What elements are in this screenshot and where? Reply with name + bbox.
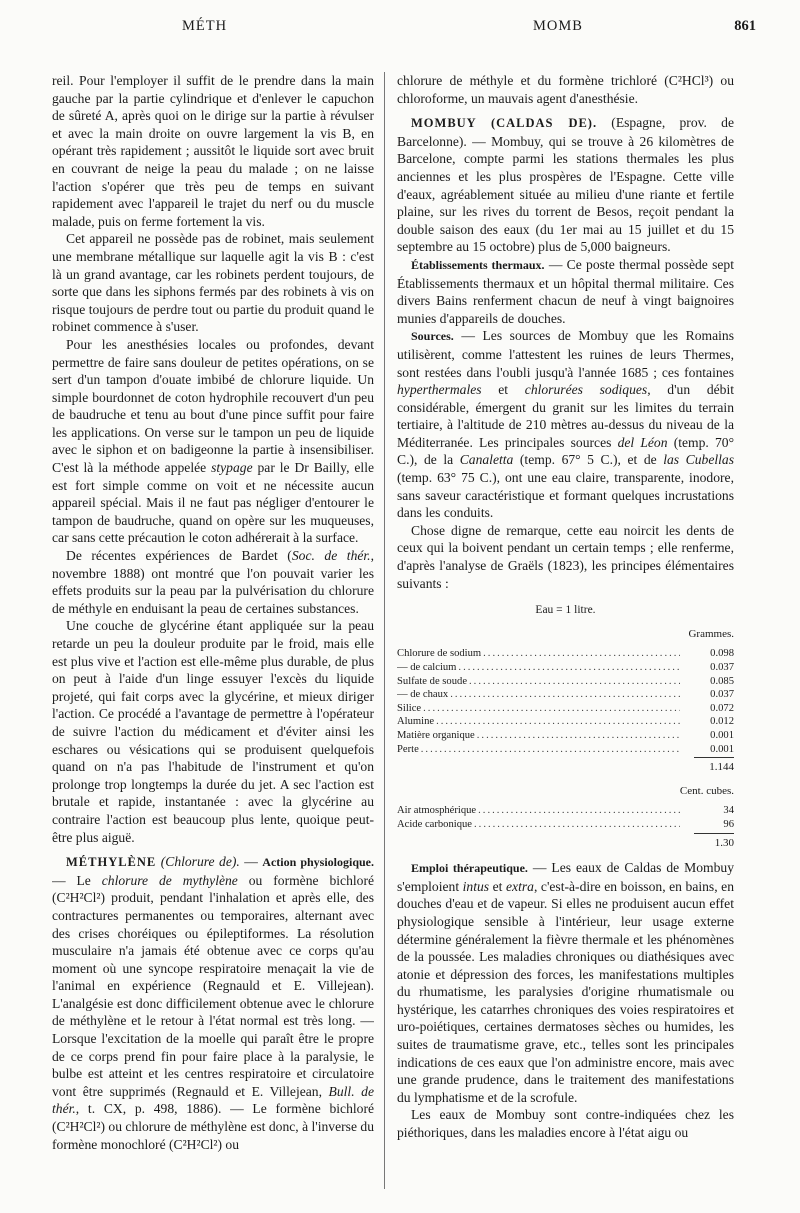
row-value: 0.085 [710, 675, 734, 687]
table-caption: Eau = 1 litre. [535, 604, 596, 617]
row-value: 34 [723, 805, 734, 817]
table-row [397, 729, 734, 743]
entry-subtitle: (CALDAS DE). [490, 116, 598, 131]
text-run: (temp. 67° 5 C.), et de [513, 452, 664, 468]
text-run: et [481, 382, 525, 398]
mineral-table [397, 647, 734, 756]
row-label: — de chaux ..... [397, 688, 680, 702]
table-row [397, 675, 734, 689]
paragraph: Une couche de glycérine étant appliquée sur la peau retarde un peu la douleur produite par le froid, mais elle est plus vive et l'action est elle-même plus durable, de plus on peut à l'aide d'un linge essuyer l'excès du liquide projeté, qui fait corps avec la glycérine, et mieux diriger l'action. Ce procédé a l'avantage de permettre à l'opérateur de suivre l'action du médicament et d'éviter ainsi les eschares ou vésications qui se produisent quelquefois quand on n'a pas l'habitude de l'instrument et qu'on prolonge trop longtemps la durée du jet. A sec l'action est brutale et rapide, instantanée : avec la glycérine au contraire l'action est beaucoup plus lente, quoique peut-être plus aiguë. [52, 618, 374, 845]
text-run: , t. CX, p. 498, 1886). — Le formène bichloré (C²H²Cl²) ou chlorure de méthylène est donc, à l'inverse du formène monochloré (C²H²Cl²) ou [52, 1101, 374, 1152]
text-run: Pour les anesthésies locales ou profondes, devant permettre de faire sans douleur de petites opérations, on se sert d'un tampon d'ouate imbibé de chlorure liquide. Un simple bourdonnet de coton hydrophile recouvert d'un peu de baudruche et tenu au bout d'une pince suffit pour faire les applications. On verse sur le tampon un peu de liquide avec le siphon et on badigeonne la partie à insensibiliser. C'est là la méthode appelée [52, 336, 374, 476]
text-run: De récentes expériences de Bardet ( [66, 548, 292, 564]
gas-table [397, 804, 734, 831]
row-value: 0.012 [710, 716, 734, 728]
row-label: Acide carbonique ..... [397, 818, 680, 832]
total-value: 1.30 [694, 833, 734, 853]
italic-term: chlorure de mythylène [101, 872, 238, 888]
italic-term: extra [506, 878, 534, 894]
text-run: — Ce poste thermal possède sept Établissements thermaux et un hôpital thermal militaire. Ces divers Bains renferment chacun de neuf à vingt baignoires munies d'appareils de douches. [397, 256, 734, 326]
paragraph: reil. Pour l'employer il suffit de le prendre dans la main gauche par la partie cylindrique et d'enlever le capuchon de sûreté A, après quoi on le dirige sur la partie à révulser et avec la main droite on ouvre largement la vis B, en opérant très rapidement ; aussitôt le liquide sort avec bruit en couvrant de neige la peau du malade ; on ne laisse l'action s'opérer que très peu de temps en suivant rapidement avec l'appareil le trajet du nerf ou du muscle malade, puis on ferme fortement la vis. [52, 73, 374, 229]
page-number: 861 [734, 18, 756, 34]
citation: Bull. de thér. [52, 1083, 374, 1117]
row-value: 96 [723, 818, 734, 830]
paragraph [397, 859, 734, 1106]
text-run: ou formène bichloré (C²H²Cl²) produit, pendant l'inhalation et après elle, des contractures permanentes ou temporaires, alternant avec des crises choréiques ou épileptiformes. La résolution musculaire n'a jamais été obtenue avec ce corps qu'au moment où une syncope respiratoire menaçait la vie de l'animal en expérience (Regnauld et E. Villejean). L'analgésie est donc difficilement obtenue avec le chlorure de méthylène et le retour à l'état normal est très long. — Lorsque l'excitation de la moelle qui paraît être le propre de ce corps prend fin pour faire place à la paralysie, le bulbe est atteint et les centres respiratoire et circulatoire vont être supprimés (Regnauld et E. Villejean, [52, 872, 374, 1099]
table-row [397, 743, 734, 757]
italic-term: intus [462, 878, 490, 894]
table-total [397, 833, 734, 853]
table-unit: Cent. cubes. [679, 784, 734, 797]
row-value: 0.037 [710, 662, 734, 673]
row-label: Chlorure de sodium ..... [397, 647, 680, 661]
text-run: , d'un débit considérable, émergent du granit sur les limites du terrain tertiaire, à l'altitude de 210 mètres au-dessus du niveau de la Méditerranée. Les principales sources [397, 382, 734, 450]
paragraph: chlorure de méthyle et du formène trichloré (C²HCl³) ou chloroforme, un mauvais agent d'anesthésie. [397, 73, 734, 106]
paragraph [52, 547, 374, 617]
table-unit: Grammes. [688, 627, 734, 640]
citation: Soc. de thér. [291, 548, 371, 564]
text-run: — Les sources de Mombuy que les Romains utilisèrent, comme l'attestent les ruines de leurs Thermes, sont restées dans l'oubli jusqu'à l'année 1685 ; ces fontaines [397, 328, 734, 380]
italic-term: las Cubellas [663, 452, 734, 468]
row-label: Matière organique ..... [397, 729, 680, 743]
entry-mombuy [397, 114, 734, 256]
entry-headword: MÉTHYLÈNE [66, 855, 157, 870]
paragraph [52, 336, 374, 547]
table-total [397, 757, 734, 777]
entry-subtitle: (Chlorure de). [160, 854, 240, 870]
table-row [397, 661, 734, 675]
paragraph [397, 256, 734, 327]
paragraph: Chose digne de remarque, cette eau noircit les dents de ceux qui la boivent pendant un certain temps ; elle renferme, d'après l'analyse de Graëls (1823), les principes élémentaires suivants : [397, 522, 734, 591]
row-label: Sulfate de soude ..... [397, 675, 680, 689]
section-head: Établissements thermaux. [411, 257, 545, 272]
text-run: et [489, 878, 507, 894]
row-label: Air atmosphérique ..... [397, 804, 680, 818]
text-run: (temp. 70° C.), de la [397, 434, 734, 468]
running-head-center: MOMB [533, 18, 583, 34]
section-head: Action physiologique. [262, 855, 374, 870]
mineral-rows [397, 647, 734, 756]
paragraph: Cet appareil ne possède pas de robinet, mais seulement une membrane métallique sur laquelle agit la vis B : c'est là un grand avantage, car les robinets perdent toujours, de sorte que dans les siphons fermés par des robinets à vis on risque toujours de perdre tout ou partie du produit quand le robinet commence à s'user. [52, 231, 374, 335]
row-label: Alumine ..... [397, 715, 680, 729]
column-divider [384, 72, 385, 1189]
paragraph [397, 327, 734, 522]
entry-methylene: MÉTHYLÈNE (Chlorure de). — Action physiologique. — Le chlorure de mythylène ou formène bichloré (C²H²Cl²) produit, pendant l'inhalation et après elle, des contractures permanentes ou temporaires, alternant avec des crises choréiques ou épileptiformes. La résolution musculaire n'a jamais été obtenue avec ce corps qu'au moment où une syncope respiratoire menaçait la vie de l'animal en expérience (Regnauld et E. Villejean). L'analgésie est donc difficilement obtenue avec le chlorure de méthylène et le retour à l'état normal est très long. — Lorsque l'excitation de la moelle qui paraît être le propre de ce corps prend fin pour faire place à la paralysie, le bulbe est atteint et les centres respiratoire et circulatoire vont être supprimés (Regnauld et E. Villejean, Bull. de thér., t. CX, p. 498, 1886). — Le formène bichloré (C²H²Cl²) ou chlorure de méthylène est donc, à l'inverse du formène monochloré (C²H²Cl²) ou [52, 854, 374, 1152]
right-column [397, 72, 734, 1189]
text-run: (temp. 63° 75 C.), ont une eau claire, transparente, inodore, sans saveur caractéristique et formant quelques incrustations dans les conduits. [397, 470, 734, 521]
table-row [397, 715, 734, 729]
table-row [397, 702, 734, 716]
italic-term: stypage [211, 460, 253, 476]
row-value: 0.037 [710, 689, 734, 701]
italic-term: chlorurées sodiques [524, 382, 648, 398]
row-label: Silice ..... [397, 702, 680, 716]
composition-table [397, 602, 734, 852]
table-row [397, 647, 734, 661]
total-value: 1.144 [694, 757, 734, 777]
italic-term: Canaletta [459, 452, 514, 468]
running-head-left: MÉTH [182, 18, 228, 34]
section-head: Emploi thérapeutique. [411, 861, 528, 876]
table-row [397, 804, 734, 818]
gas-rows [397, 804, 734, 831]
row-value: 0.072 [710, 702, 734, 714]
row-value: 0.001 [710, 743, 734, 755]
row-label: Perte ..... [397, 743, 680, 757]
italic-term: hyperthermales [397, 382, 482, 398]
text-run: (Espagne, prov. de Barcelonne). — Mombuy, qui se trouve à 26 kilomètres de Barcelone, compte parmi les stations thermales les plus anciennes et les plus prospères de l'Espagne. Cette ville d'eaux, agréablement située au milieu d'une riante et fertile plaine, sur les rives du torrent de Besos, reçoit pendant la double saison des eaux (du 1er mai au 15 juillet et du 15 septembre au 15 octobre) plus de 5,000 baigneurs. [397, 115, 734, 255]
row-label: — de calcium ..... [397, 661, 680, 675]
entry-headword: MOMBUY [411, 116, 477, 131]
text-run: — Le [52, 872, 102, 888]
italic-term: del Léon [617, 434, 668, 450]
left-column [52, 72, 374, 1189]
text-run: , novembre 1888) ont montré que l'on pouvait varier les effets produits sur la peau par la pulvérisation du chlorure de méthyle en enduisant la peau de certaines substances. [52, 548, 374, 616]
text-run: , c'est-à-dire en boisson, en bains, en douches d'eau et de vapeur. Si elles ne produisent aucun effet physiologique sensible à l'intérieur, leur usage externe détermine généralement la fièvre thermale et les phénomènes de la poussée. Les maladies chroniques ou diathésiques avec atonie et dépression des forces, les manifestations multiples du rhumatisme, les paralysies d'origine rhumatismale ou hystérique, les catarrhes chroniques des voies respiratoires et uro-poiétiques, certaines dermatoses sèches ou humides, les suites de traumatisme grave, etc., telles sont les principales indications de ces eaux que l'on administre encore, mais avec une grande prudence, dans le traitement des manifestations du lymphatisme et de la scrofule. [397, 878, 734, 1105]
table-row [397, 688, 734, 702]
section-head: Sources. [411, 329, 454, 344]
text-run: — Les eaux de Caldas de Mombuy s'emploient [397, 860, 734, 894]
row-value: 0.098 [710, 648, 734, 660]
text-run: par le Dr Bailly, elle est fort simple comme on voit et ne nécessite aucun appareil spécial. Mais il ne faut pas négliger d'entourer le tampon de baudruche, quand on opère sur les muqueuses, car sans cette précaution le coton adhérerait à la surface. [52, 460, 374, 546]
table-row [397, 818, 734, 832]
row-value: 0.001 [710, 729, 734, 741]
paragraph: Les eaux de Mombuy sont contre-indiquées chez les piéthoriques, dans les maladies encore à l'état aigu ou [397, 1107, 734, 1141]
running-head [0, 18, 800, 40]
